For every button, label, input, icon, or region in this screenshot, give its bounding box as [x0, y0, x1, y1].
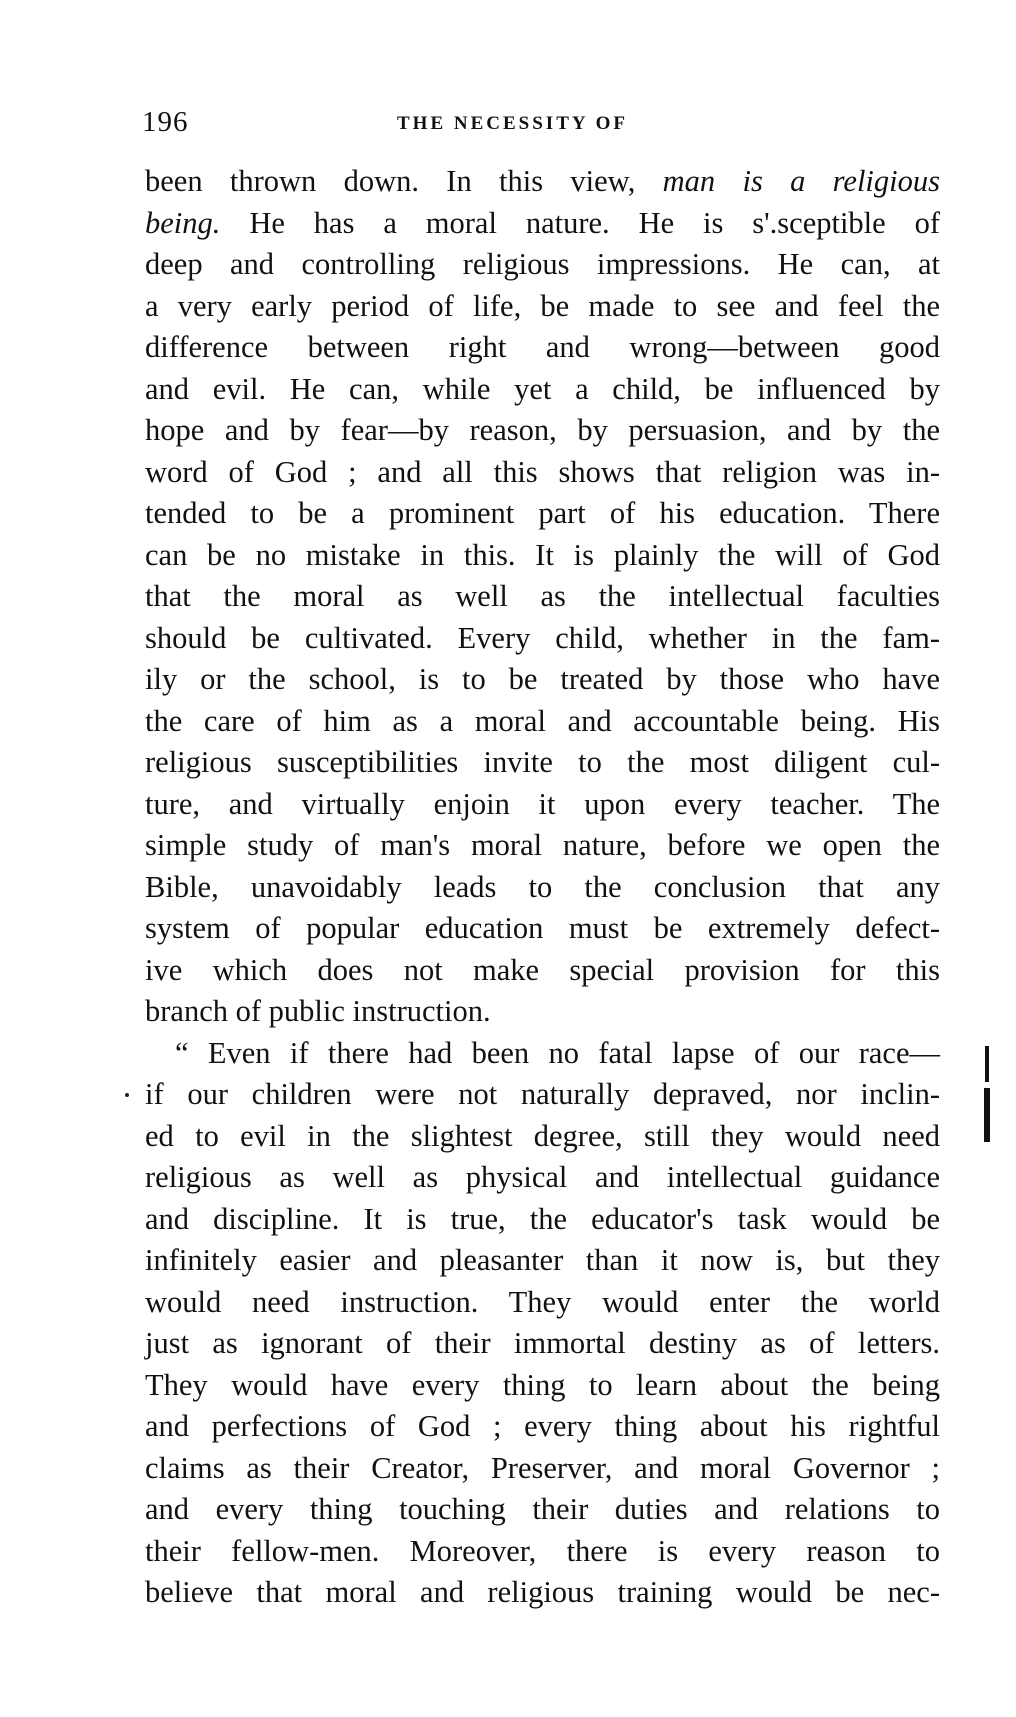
text-line: ed to evil in the slightest degree, still they would need: [145, 1118, 940, 1153]
text-line: and every thing touching their duties and relations to: [145, 1492, 940, 1526]
body-text: [145, 161, 940, 1614]
text-line: being. He has a moral nature. He is s'.sceptible of: [145, 205, 941, 240]
margin-mark: [984, 1088, 990, 1142]
text-line: and discipline. It is true, the educator's task would be: [145, 1201, 940, 1236]
margin-speck: [125, 1093, 129, 1097]
text-line: “ Even if there had been no fatal lapse of our race—: [175, 1035, 940, 1070]
text-line: the care of him as a moral and accountable being. His: [145, 703, 940, 738]
text-line: deep and controlling religious impressions. He can, at: [145, 247, 940, 281]
text-line: ive which does not make special provision for this: [145, 952, 940, 987]
text-line: tended to be a prominent part of his education. There: [145, 496, 940, 530]
text-line: difference between right and wrong—between good: [145, 330, 940, 364]
text-line: and perfections of God ; every thing about his rightful: [145, 1409, 940, 1443]
text-line: if our children were not naturally depraved, nor inclin-: [145, 1077, 940, 1111]
text-line: should be cultivated. Every child, whether in the fam-: [145, 620, 940, 655]
text-line: a very early period of life, be made to see and feel the: [145, 288, 940, 323]
text-line: been thrown down. In this view, man is a religious: [145, 164, 940, 198]
margin-mark: [985, 1046, 989, 1082]
text-line: ture, and virtually enjoin it upon every teacher. The: [145, 786, 940, 821]
text-line: religious as well as physical and intellectual guidance: [145, 1160, 940, 1194]
text-line: branch of public instruction.: [145, 994, 491, 1028]
text-line: ily or the school, is to be treated by those who have: [145, 662, 940, 696]
text-line: their fellow-men. Moreover, there is every reason to: [145, 1533, 940, 1568]
page-number: 196: [142, 106, 189, 138]
text-line: can be no mistake in this. It is plainly the will of God: [145, 537, 940, 572]
text-line: infinitely easier and pleasanter than it now is, but they: [145, 1243, 940, 1277]
text-line: claims as their Creator, Preserver, and moral Governor ;: [145, 1450, 940, 1485]
text-line: simple study of man's moral nature, before we open the: [145, 828, 940, 862]
text-line: They would have every thing to learn about the being: [145, 1367, 940, 1402]
text-line: religious susceptibilities invite to the most diligent cul-: [145, 745, 940, 779]
text-line: system of popular education must be extremely defect-: [145, 911, 940, 945]
page-header: [142, 106, 942, 146]
text-line: word of God ; and all this shows that religion was in-: [145, 454, 940, 489]
text-line: Bible, unavoidably leads to the conclusion that any: [145, 869, 940, 904]
text-line: hope and by fear—by reason, by persuasion, and by the: [145, 413, 940, 447]
text-line: that the moral as well as the intellectual faculties: [145, 579, 940, 613]
text-line: and evil. He can, while yet a child, be influenced by: [145, 371, 940, 406]
text-line: believe that moral and religious training would be nec-: [145, 1575, 940, 1609]
running-title: THE NECESSITY OF: [397, 113, 629, 134]
text-line: would need instruction. They would enter the world: [145, 1284, 940, 1319]
text-line: just as ignorant of their immortal destiny as of letters.: [145, 1326, 940, 1360]
